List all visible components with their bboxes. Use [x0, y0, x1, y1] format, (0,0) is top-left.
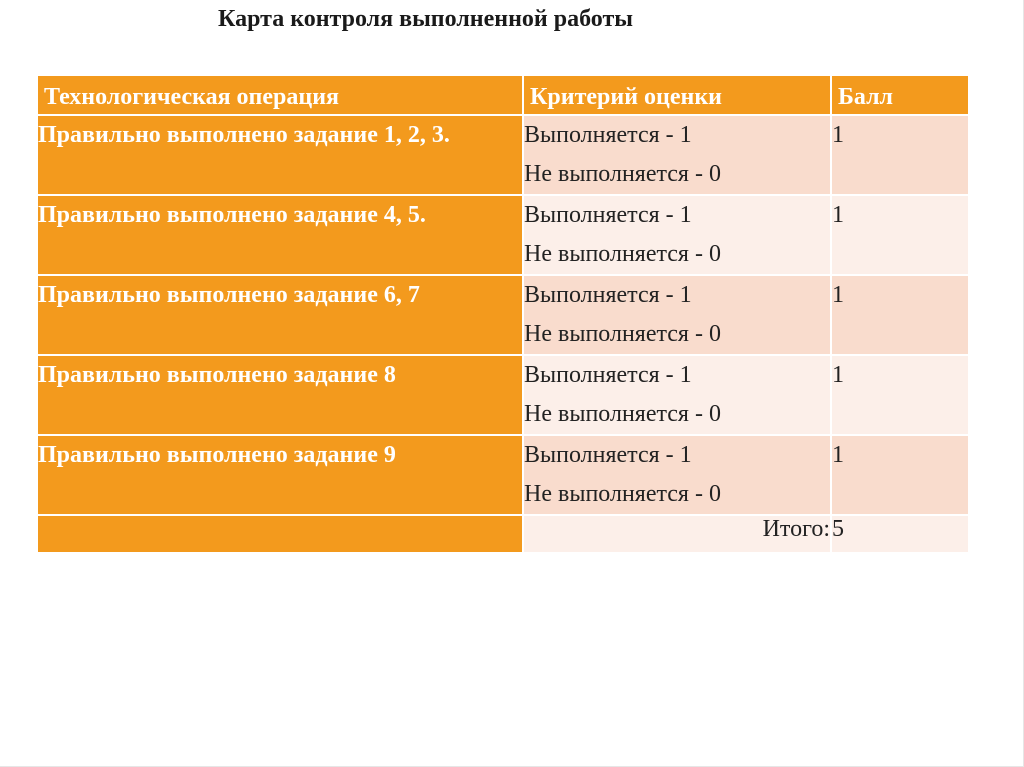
criterion-no: Не выполняется - 0	[524, 161, 721, 187]
table-header-row	[37, 75, 969, 115]
operation-cell: Правильно выполнено задание 9	[37, 435, 523, 515]
criterion-cell	[523, 115, 831, 195]
control-table	[36, 74, 970, 554]
score-cell: 1	[831, 355, 969, 435]
criterion-yes: Выполняется - 1	[524, 202, 692, 228]
criterion-cell	[523, 275, 831, 355]
page-title: Карта контроля выполненной работы	[218, 6, 633, 32]
header-score: Балл	[831, 75, 969, 115]
criterion-no: Не выполняется - 0	[524, 321, 721, 347]
table-row	[37, 355, 969, 435]
criterion-yes: Выполняется - 1	[524, 362, 692, 388]
table-row	[37, 115, 969, 195]
criterion-yes: Выполняется - 1	[524, 122, 692, 148]
header-criterion: Критерий оценки	[523, 75, 831, 115]
operation-cell: Правильно выполнено задание 6, 7	[37, 275, 523, 355]
score-cell: 1	[831, 275, 969, 355]
total-empty-cell	[37, 515, 523, 553]
criterion-yes: Выполняется - 1	[524, 442, 692, 468]
header-operation: Технологическая операция	[37, 75, 523, 115]
operation-cell: Правильно выполнено задание 4, 5.	[37, 195, 523, 275]
table-row	[37, 275, 969, 355]
total-label: Итого:	[523, 515, 831, 553]
operation-cell: Правильно выполнено задание 8	[37, 355, 523, 435]
criterion-no: Не выполняется - 0	[524, 401, 721, 427]
score-cell: 1	[831, 195, 969, 275]
total-row	[37, 515, 969, 553]
criterion-cell	[523, 355, 831, 435]
criterion-cell	[523, 435, 831, 515]
criterion-yes: Выполняется - 1	[524, 282, 692, 308]
criterion-cell	[523, 195, 831, 275]
total-value: 5	[831, 515, 969, 553]
criterion-no: Не выполняется - 0	[524, 241, 721, 267]
score-cell: 1	[831, 435, 969, 515]
criterion-no: Не выполняется - 0	[524, 481, 721, 507]
table-row	[37, 195, 969, 275]
score-cell: 1	[831, 115, 969, 195]
operation-cell: Правильно выполнено задание 1, 2, 3.	[37, 115, 523, 195]
table-row	[37, 435, 969, 515]
